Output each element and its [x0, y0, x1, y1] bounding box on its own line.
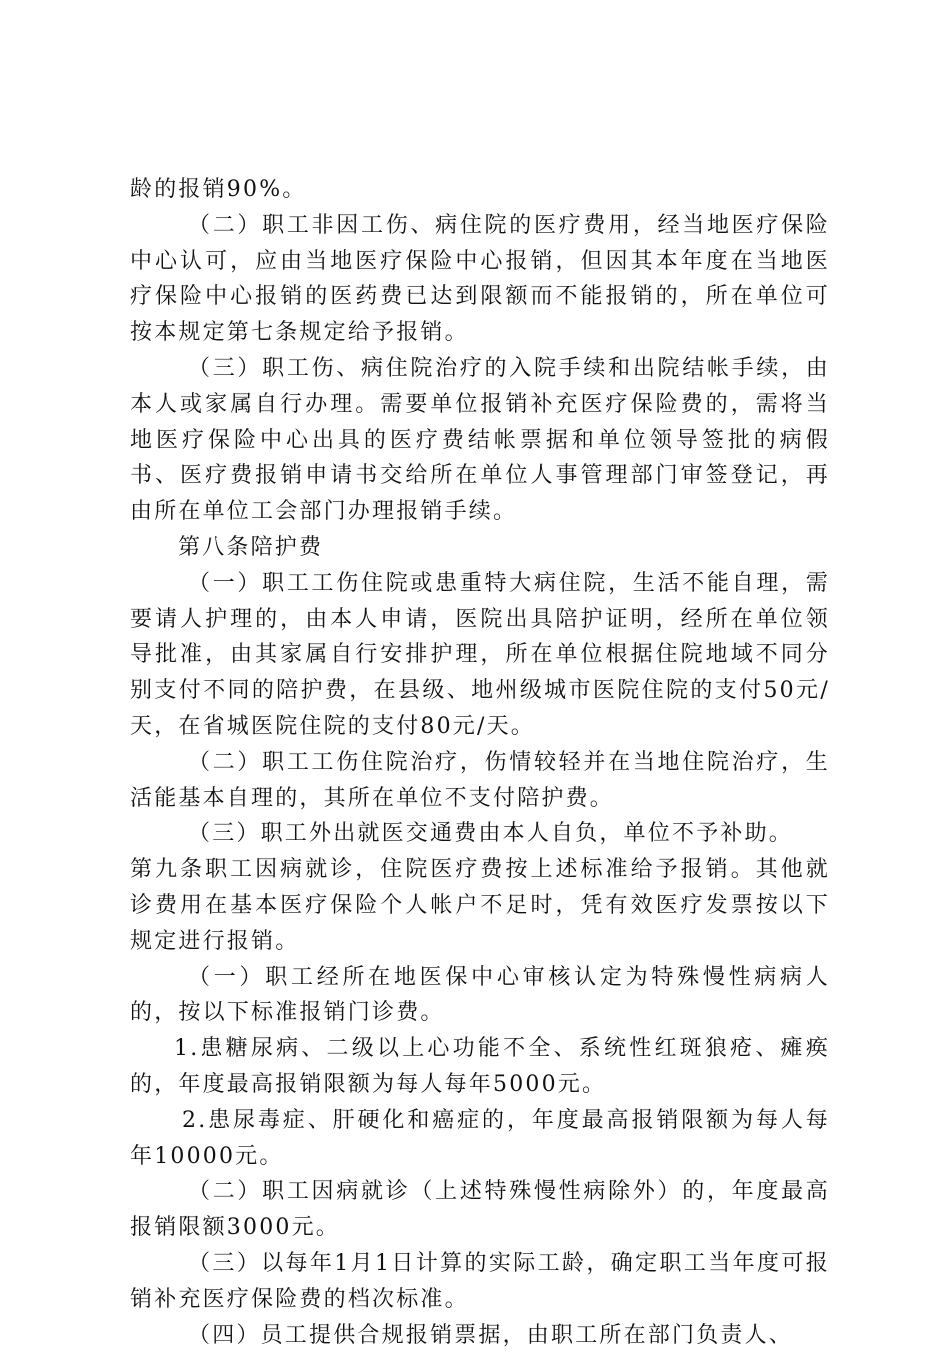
list-item-2: 2.患尿毒症、肝硬化和癌症的，年度最高报销限额为每人每年10000元。 [130, 1103, 830, 1175]
paragraph-13: （三）以每年1月1日计算的实际工龄，确定职工当年度可报销补充医疗保险费的档次标准。 [130, 1246, 830, 1318]
list-item-1: 1.患糖尿病、二级以上心功能不全、系统性红斑狼疮、瘫痪的，年度最高报销限额为每人每年5000元。 [130, 1031, 830, 1103]
paragraph-7: （三）职工外出就医交通费由本人自负，单位不予补助。 [130, 816, 830, 852]
paragraph-2: （二）职工非因工伤、病住院的医疗费用，经当地医疗保险中心认可，应由当地医疗保险中心报销，但因其本年度在当地医疗保险中心报销的医药费已达到限额而不能报销的，所在单位可按本规定第七条规定给予报销。 [130, 208, 830, 351]
article-8-heading: 第八条陪护费 [130, 530, 830, 566]
document-body [130, 172, 830, 1353]
paragraph-9: （一）职工经所在地医保中心审核认定为特殊慢性病病人的，按以下标准报销门诊费。 [130, 960, 830, 1032]
paragraph-14: （四）员工提供合规报销票据，由职工所在部门负责人、 [130, 1318, 830, 1353]
paragraph-5: （一）职工工伤住院或患重特大病住院，生活不能自理，需要请人护理的，由本人申请，医院出具陪护证明，经所在单位领导批准，由其家属自行安排护理，所在单位根据住院地域不同分别支付不同的陪护费，在县级、地州级城市医院住院的支付50元/天，在省城医院住院的支付80元/天。 [130, 566, 830, 745]
paragraph-1: 龄的报销90%。 [130, 172, 830, 208]
article-9-paragraph: 第九条职工因病就诊，住院医疗费按上述标准给予报销。其他就诊费用在基本医疗保险个人帐户不足时，凭有效医疗发票按以下规定进行报销。 [130, 852, 830, 959]
paragraph-6: （二）职工工伤住院治疗，伤情较轻并在当地住院治疗，生活能基本自理的，其所在单位不支付陪护费。 [130, 745, 830, 817]
paragraph-3: （三）职工伤、病住院治疗的入院手续和出院结帐手续，由本人或家属自行办理。需要单位报销补充医疗保险费的，需将当地医疗保险中心出具的医疗费结帐票据和单位领导签批的病假书、医疗费报销申请书交给所在单位人事管理部门审签登记，再由所在单位工会部门办理报销手续。 [130, 351, 830, 530]
paragraph-12: （二）职工因病就诊（上述特殊慢性病除外）的，年度最高报销限额3000元。 [130, 1174, 830, 1246]
